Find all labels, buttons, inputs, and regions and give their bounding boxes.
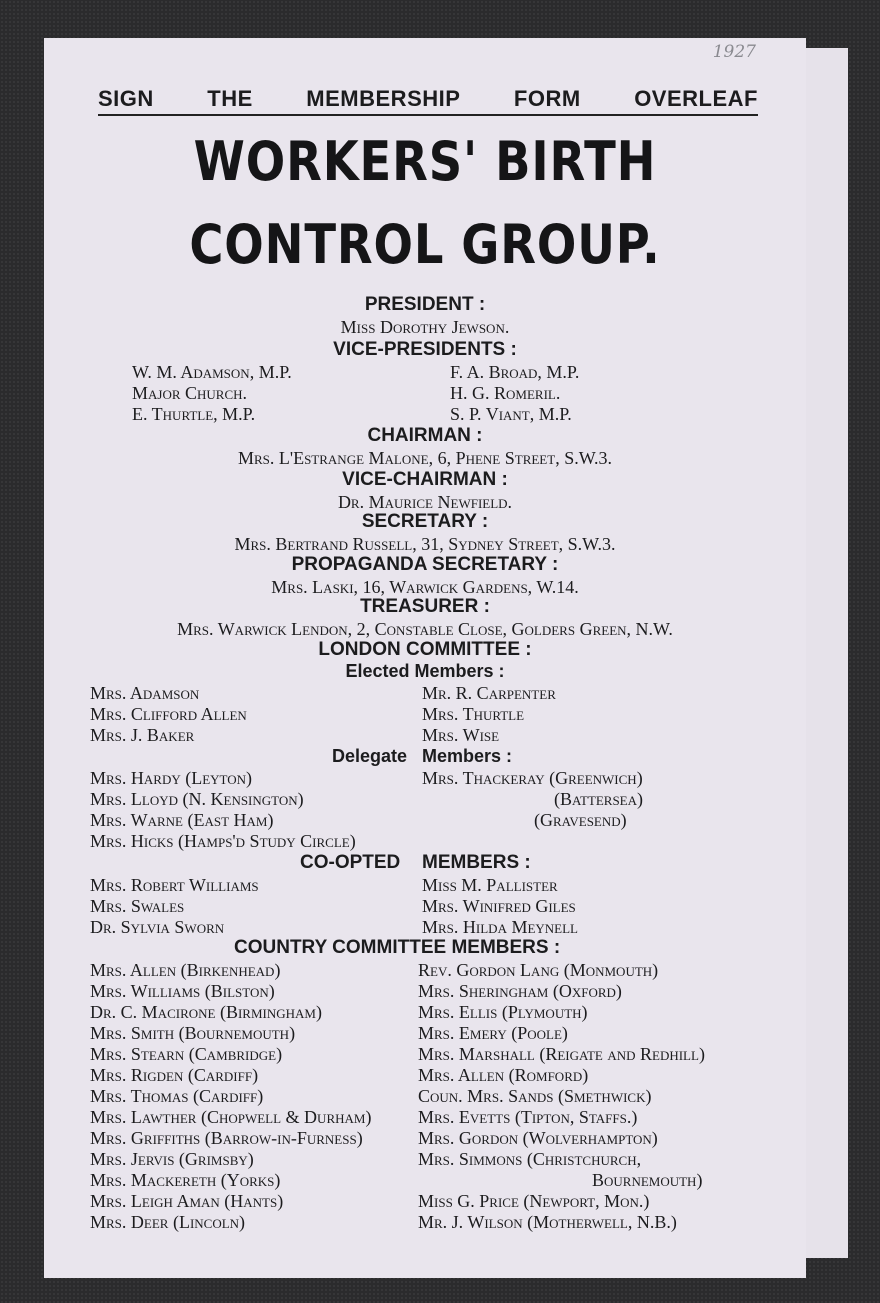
elected-members-heading: Elected Members : bbox=[345, 661, 505, 681]
member-name: Mrs. Leigh Aman (Hants) bbox=[90, 1191, 284, 1211]
president-name: Miss Dorothy Jewson. bbox=[340, 317, 510, 337]
country-right bbox=[418, 960, 705, 1233]
member-name: Mrs. Deer (Lincoln) bbox=[90, 1212, 246, 1232]
member-name: Mrs. Mackereth (Yorks) bbox=[90, 1170, 281, 1190]
member-name: Mrs. Robert Williams bbox=[90, 875, 259, 895]
notice-word: SIGN bbox=[98, 86, 154, 111]
officer-name: Major Church. bbox=[132, 383, 248, 403]
propaganda-secretary-heading: PROPAGANDA SECRETARY : bbox=[291, 554, 559, 575]
notice-word: MEMBERSHIP bbox=[306, 86, 461, 111]
handwritten-year: 1927 bbox=[712, 42, 756, 62]
member-name: Mrs. Gordon (Wolverhampton) bbox=[418, 1128, 658, 1148]
member-name: Mrs. Hilda Meynell bbox=[422, 917, 578, 937]
member-name: Bournemouth) bbox=[592, 1170, 703, 1190]
secretary-heading: SECRETARY : bbox=[361, 511, 489, 532]
member-name: Mrs. Thomas (Cardiff) bbox=[90, 1086, 264, 1106]
officer-name: E. Thurtle, M.P. bbox=[132, 404, 256, 424]
officer-name: W. M. Adamson, M.P. bbox=[132, 362, 292, 382]
member-name: Miss G. Price (Newport, Mon.) bbox=[418, 1191, 650, 1211]
co-opted-heading-right: MEMBERS : bbox=[422, 852, 531, 873]
member-name: Mrs. Winifred Giles bbox=[422, 896, 576, 916]
member-name: Mrs. Clifford Allen bbox=[90, 704, 247, 724]
overleaf-notice bbox=[98, 86, 758, 116]
member-name: Mrs. Smith (Bournemouth) bbox=[90, 1023, 296, 1043]
co-opted-heading-left: CO-OPTED bbox=[300, 852, 401, 873]
member-name: Mrs. Hardy (Leyton) bbox=[90, 768, 253, 788]
notice-word: OVERLEAF bbox=[634, 86, 758, 111]
member-name: Mrs. Adamson bbox=[90, 683, 200, 703]
member-name: Mrs. Thackeray (Greenwich) bbox=[422, 768, 643, 788]
officer-name: H. G. Romeril. bbox=[450, 383, 561, 403]
country-committee-heading: COUNTRY COMMITTEE MEMBERS : bbox=[234, 937, 561, 958]
treasurer-name: Mrs. Warwick Lendon, 2, Constable Close, Golders Green, N.W. bbox=[177, 619, 673, 639]
vice-presidents-heading: VICE-PRESIDENTS : bbox=[333, 339, 517, 360]
member-name: Mrs. J. Baker bbox=[90, 725, 195, 745]
delegate-right bbox=[422, 768, 643, 831]
member-name: Mrs. Allen (Birkenhead) bbox=[90, 960, 281, 980]
member-name: Mr. R. Carpenter bbox=[422, 683, 556, 703]
co-opted-left bbox=[90, 875, 259, 938]
vice-presidents-right bbox=[450, 362, 579, 425]
title-line-1: WORKERS' BIRTH bbox=[193, 130, 657, 193]
propaganda-secretary-name: Mrs. Laski, 16, Warwick Gardens, W.14. bbox=[271, 577, 579, 597]
delegate-heading-left: Delegate bbox=[332, 746, 408, 766]
delegate-left bbox=[90, 768, 356, 852]
country-left bbox=[90, 960, 371, 1233]
member-name: Mrs. Evetts (Tipton, Staffs.) bbox=[418, 1107, 638, 1127]
member-name: Coun. Mrs. Sands (Smethwick) bbox=[418, 1086, 652, 1106]
elected-left bbox=[90, 683, 247, 746]
member-name: Mrs. Rigden (Cardiff) bbox=[90, 1065, 259, 1085]
title-line-2: CONTROL GROUP. bbox=[189, 213, 661, 276]
delegate-heading-right: Members : bbox=[422, 746, 513, 766]
member-name: Mrs. Griffiths (Barrow-in-Furness) bbox=[90, 1128, 363, 1148]
treasurer-heading: TREASURER : bbox=[360, 596, 490, 617]
london-committee-heading: LONDON COMMITTEE : bbox=[318, 639, 532, 660]
member-name: Mrs. Allen (Romford) bbox=[418, 1065, 589, 1085]
member-name: Mr. J. Wilson (Motherwell, N.B.) bbox=[418, 1212, 677, 1232]
member-name: Mrs. Sheringham (Oxford) bbox=[418, 981, 622, 1001]
member-name: Mrs. Thurtle bbox=[422, 704, 525, 724]
member-name: Miss M. Pallister bbox=[422, 875, 558, 895]
member-name: Mrs. Lawther (Chopwell & Durham) bbox=[90, 1107, 372, 1127]
member-name: Mrs. Hicks (Hamps'd Study Circle) bbox=[90, 831, 356, 851]
member-name: Mrs. Swales bbox=[90, 896, 185, 916]
chairman-heading: CHAIRMAN : bbox=[367, 425, 483, 446]
vice-presidents-left bbox=[132, 362, 292, 425]
member-name: Mrs. Wise bbox=[422, 725, 500, 745]
document-page bbox=[44, 38, 806, 1278]
vice-chairman-heading: VICE-CHAIRMAN : bbox=[342, 469, 508, 490]
member-name: Dr. Sylvia Sworn bbox=[90, 917, 225, 937]
vice-chairman-name: Dr. Maurice Newfield. bbox=[337, 492, 513, 512]
member-name: Mrs. Marshall (Reigate and Redhill) bbox=[418, 1044, 705, 1064]
member-name: Mrs. Warne (East Ham) bbox=[90, 810, 274, 830]
chairman-name: Mrs. L'Estrange Malone, 6, Phene Street, S.W.3. bbox=[237, 448, 613, 468]
member-name: Mrs. Jervis (Grimsby) bbox=[90, 1149, 254, 1169]
officer-name: S. P. Viant, M.P. bbox=[450, 404, 572, 424]
co-opted-right bbox=[422, 875, 578, 938]
member-name: Rev. Gordon Lang (Monmouth) bbox=[418, 960, 659, 980]
member-name: Mrs. Ellis (Plymouth) bbox=[418, 1002, 588, 1022]
member-name: Mrs. Lloyd (N. Kensington) bbox=[90, 789, 304, 809]
president-heading: PRESIDENT : bbox=[364, 294, 486, 315]
member-name: Dr. C. Macirone (Birmingham) bbox=[90, 1002, 322, 1022]
officer-name: F. A. Broad, M.P. bbox=[450, 362, 580, 382]
member-name: Mrs. Simmons (Christchurch, bbox=[418, 1149, 642, 1169]
member-name: (Battersea) bbox=[554, 789, 643, 809]
member-name: (Gravesend) bbox=[534, 810, 627, 830]
notice-word: FORM bbox=[513, 86, 581, 111]
notice-word: THE bbox=[207, 86, 253, 111]
member-name: Mrs. Emery (Poole) bbox=[418, 1023, 568, 1043]
member-name: Mrs. Stearn (Cambridge) bbox=[90, 1044, 283, 1064]
secretary-name: Mrs. Bertrand Russell, 31, Sydney Street, S.W.3. bbox=[234, 534, 616, 554]
elected-right bbox=[422, 683, 556, 746]
member-name: Mrs. Williams (Bilston) bbox=[90, 981, 275, 1001]
